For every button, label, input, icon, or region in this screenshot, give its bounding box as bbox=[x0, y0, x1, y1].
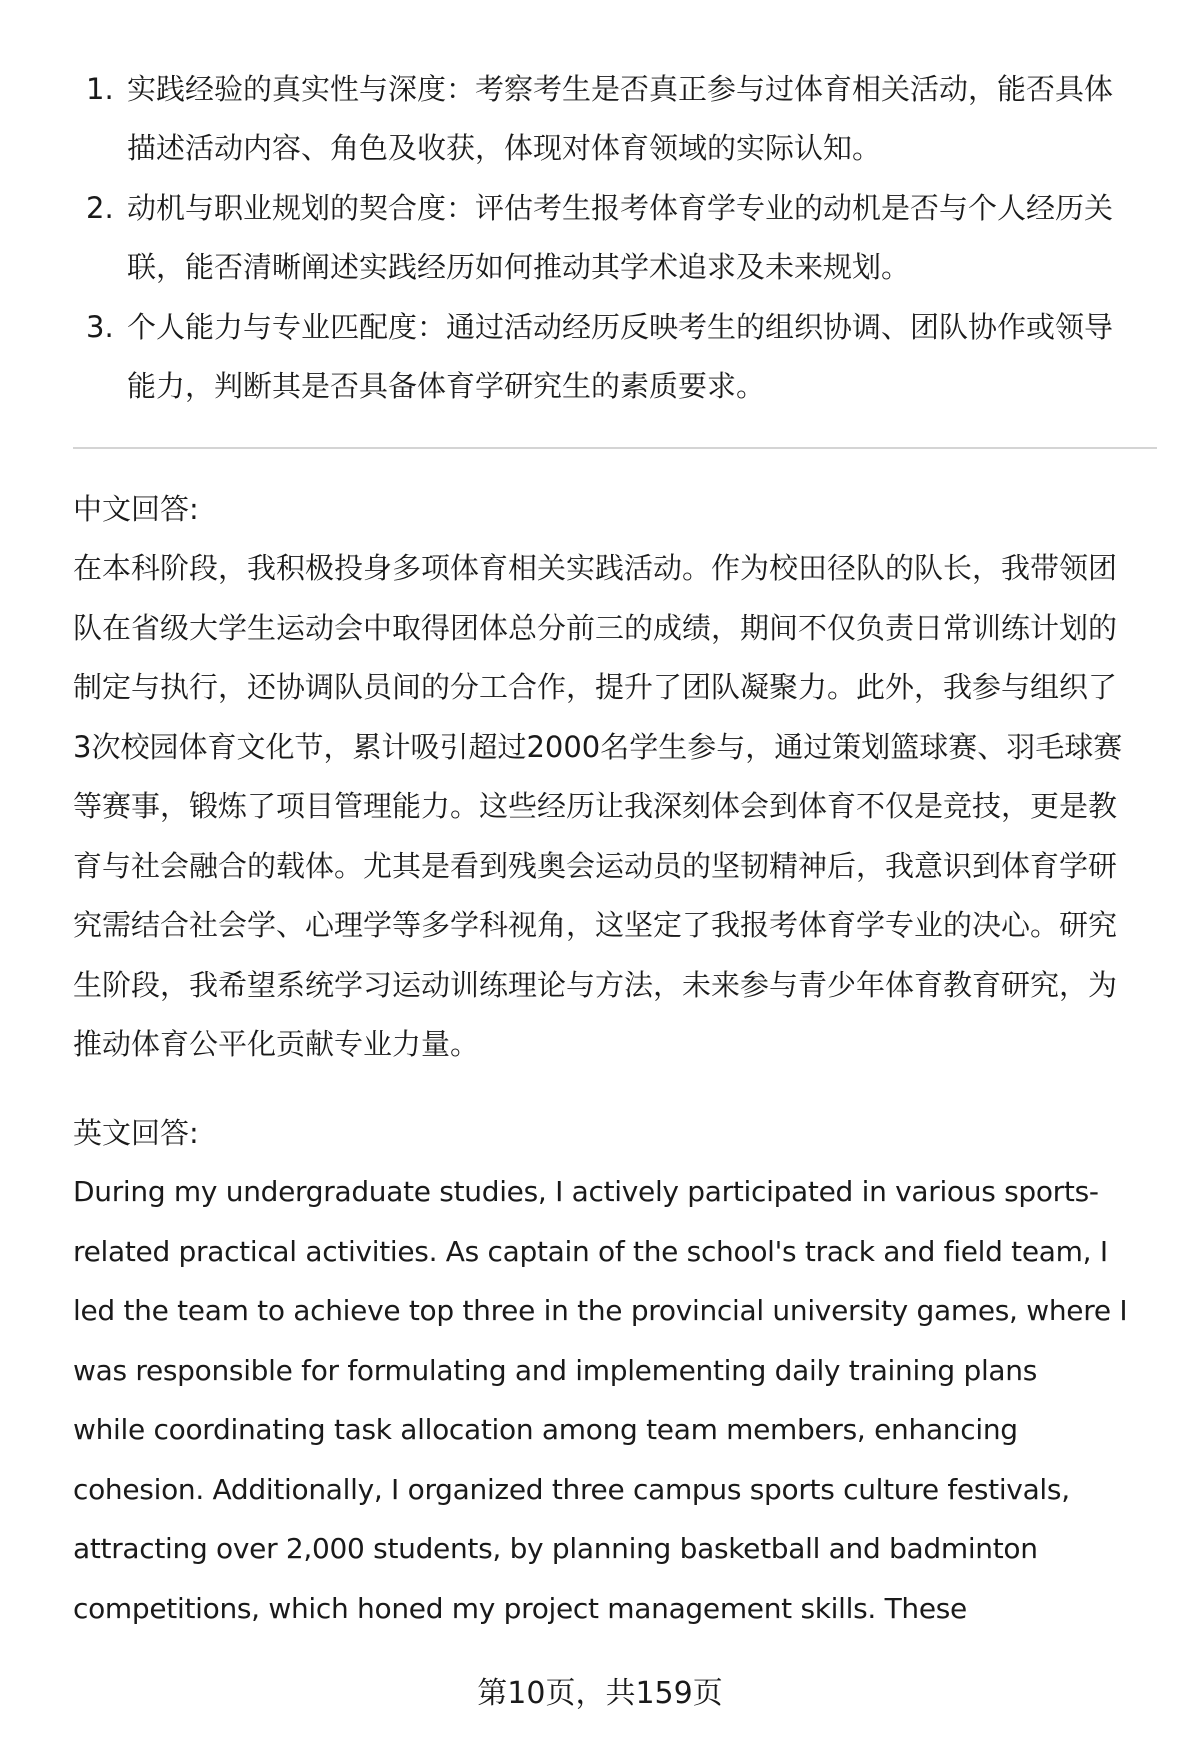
list-item-line: 联，能否清晰阐述实践经历如何推动其学术追求及未来规划。 bbox=[127, 250, 911, 284]
paragraph-line: 3次校园体育文化节，累计吸引超过2000名学生参与，通过策划篮球赛、羽毛球赛 bbox=[73, 729, 1123, 764]
paragraph-line: related practical activities. As captain of the school's track and field team, I bbox=[73, 1234, 1108, 1268]
list-item-line: 描述活动内容、角色及收获，体现对体育领域的实际认知。 bbox=[127, 131, 882, 165]
list-item-line: 能力，判断其是否具备体育学研究生的素质要求。 bbox=[127, 369, 766, 403]
paragraph-line: cohesion. Additionally, I organized three campus sports culture festivals, bbox=[73, 1472, 1070, 1506]
page-indicator: 第10页，共159页 bbox=[477, 1676, 723, 1711]
paragraph-line: 育与社会融合的载体。尤其是看到残奥会运动员的坚韧精神后，我意识到体育学研 bbox=[73, 848, 1118, 883]
section-divider bbox=[73, 447, 1157, 449]
paragraph-line: 制定与执行，还协调队员间的分工合作，提升了团队凝聚力。此外，我参与组织了 bbox=[73, 670, 1118, 704]
paragraph-line: while coordinating task allocation among team members, enhancing bbox=[73, 1413, 1018, 1446]
chinese-answer-label: 中文回答: bbox=[73, 492, 199, 526]
list-item-line: 动机与职业规划的契合度：评估考生报考体育学专业的动机是否与个人经历关 bbox=[127, 191, 1114, 225]
paragraph-line: led the team to achieve top three in the provincial university games, where I bbox=[73, 1294, 1128, 1327]
list-item-line: 实践经验的真实性与深度：考察考生是否真正参与过体育相关活动，能否具体 bbox=[127, 72, 1114, 106]
english-answer-label: 英文回答: bbox=[73, 1116, 199, 1150]
list-number: 2. bbox=[86, 191, 114, 225]
paragraph-line: 究需结合社会学、心理学等多学科视角，这坚定了我报考体育学专业的决心。研究 bbox=[73, 908, 1118, 942]
paragraph-line: competitions, which honed my project management skills. These bbox=[73, 1591, 967, 1625]
list-number: 3. bbox=[86, 310, 114, 344]
paragraph-line: 队在省级大学生运动会中取得团体总分前三的成绩，期间不仅负责日常训练计划的 bbox=[73, 610, 1118, 645]
paragraph-line: 生阶段，我希望系统学习运动训练理论与方法，未来参与青少年体育教育研究，为 bbox=[73, 967, 1118, 1002]
paragraph-line: attracting over 2,000 students, by planning basketball and badminton bbox=[73, 1532, 1038, 1565]
list-number: 1. bbox=[86, 72, 114, 106]
list-item-line: 个人能力与专业匹配度：通过活动经历反映考生的组织协调、团队协作或领导 bbox=[127, 310, 1114, 344]
paragraph-line: 在本科阶段，我积极投身多项体育相关实践活动。作为校田径队的队长，我带领团 bbox=[73, 551, 1118, 585]
paragraph-line: was responsible for formulating and implementing daily training plans bbox=[73, 1353, 1038, 1387]
paragraph-line: 等赛事，锻炼了项目管理能力。这些经历让我深刻体会到体育不仅是竞技，更是教 bbox=[73, 789, 1118, 823]
paragraph-line: 推动体育公平化贡献专业力量。 bbox=[73, 1027, 480, 1061]
paragraph-line: During my undergraduate studies, I actively participated in various sports- bbox=[73, 1175, 1099, 1208]
